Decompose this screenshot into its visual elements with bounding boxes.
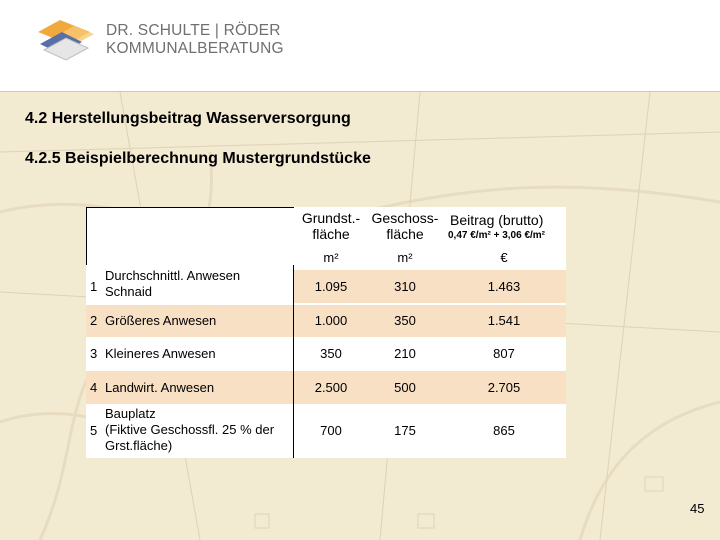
row-label: Größeres Anwesen	[105, 313, 217, 328]
header-label: Beitrag (brutto)	[450, 212, 544, 228]
row-label: Durchschnittl. Anwesen Schnaid	[105, 268, 241, 299]
header-rate-formula: 0,47 €/m² + 3,06 €/m²	[448, 230, 546, 241]
cell-beitrag: 807	[493, 346, 515, 361]
subsection-title: 4.2.5 Beispielberechnung Mustergrundstücke	[25, 150, 371, 167]
row-label: Kleineres Anwesen	[105, 346, 216, 361]
row-number: 1	[90, 279, 98, 294]
header-geschossflaeche	[368, 207, 442, 247]
header	[0, 0, 720, 91]
cell-beitrag: 1.463	[487, 279, 521, 294]
cell-geschossflaeche: 175	[394, 423, 416, 438]
table-corner	[86, 207, 294, 265]
unit-grundstuecksflaeche: m²	[294, 247, 368, 265]
header-label: Grundst.- fläche	[301, 210, 361, 242]
column-divider	[293, 265, 294, 458]
cell-beitrag: 1.541	[487, 313, 521, 328]
cell-grundstuecksflaeche: 1.095	[314, 279, 348, 294]
cell-geschossflaeche: 500	[394, 380, 416, 395]
row-label: Bauplatz (Fiktive Geschossfl. 25 % der Grst.fläche)	[105, 406, 275, 453]
cell-geschossflaeche: 310	[394, 279, 416, 294]
company-logo-icon	[30, 14, 102, 64]
cell-grundstuecksflaeche: 700	[320, 423, 342, 438]
company-name	[106, 22, 284, 58]
unit-beitrag: €	[442, 247, 566, 265]
header-label: Geschoss- fläche	[371, 210, 439, 242]
row-number: 5	[90, 423, 98, 438]
section-title: 4.2 Herstellungsbeitrag Wasserversorgung	[25, 110, 351, 127]
cell-beitrag: 2.705	[487, 380, 521, 395]
cell-geschossflaeche: 350	[394, 313, 416, 328]
cell-grundstuecksflaeche: 1.000	[314, 313, 348, 328]
row-number: 3	[90, 346, 98, 361]
cell-grundstuecksflaeche: 2.500	[314, 380, 348, 395]
company-name-line2: KOMMUNALBERATUNG	[106, 40, 284, 57]
company-name-line1: DR. SCHULTE | RÖDER	[106, 22, 281, 39]
unit-geschossflaeche: m²	[368, 247, 442, 265]
cell-grundstuecksflaeche: 350	[320, 346, 342, 361]
header-grundstuecksflaeche	[294, 207, 368, 247]
row-label: Landwirt. Anwesen	[105, 380, 215, 395]
header-beitrag	[442, 207, 566, 247]
row-number: 2	[90, 313, 98, 328]
page-number: 45	[690, 501, 705, 516]
cell-beitrag: 865	[493, 423, 515, 438]
cell-geschossflaeche: 210	[394, 346, 416, 361]
row-number: 4	[90, 380, 98, 395]
